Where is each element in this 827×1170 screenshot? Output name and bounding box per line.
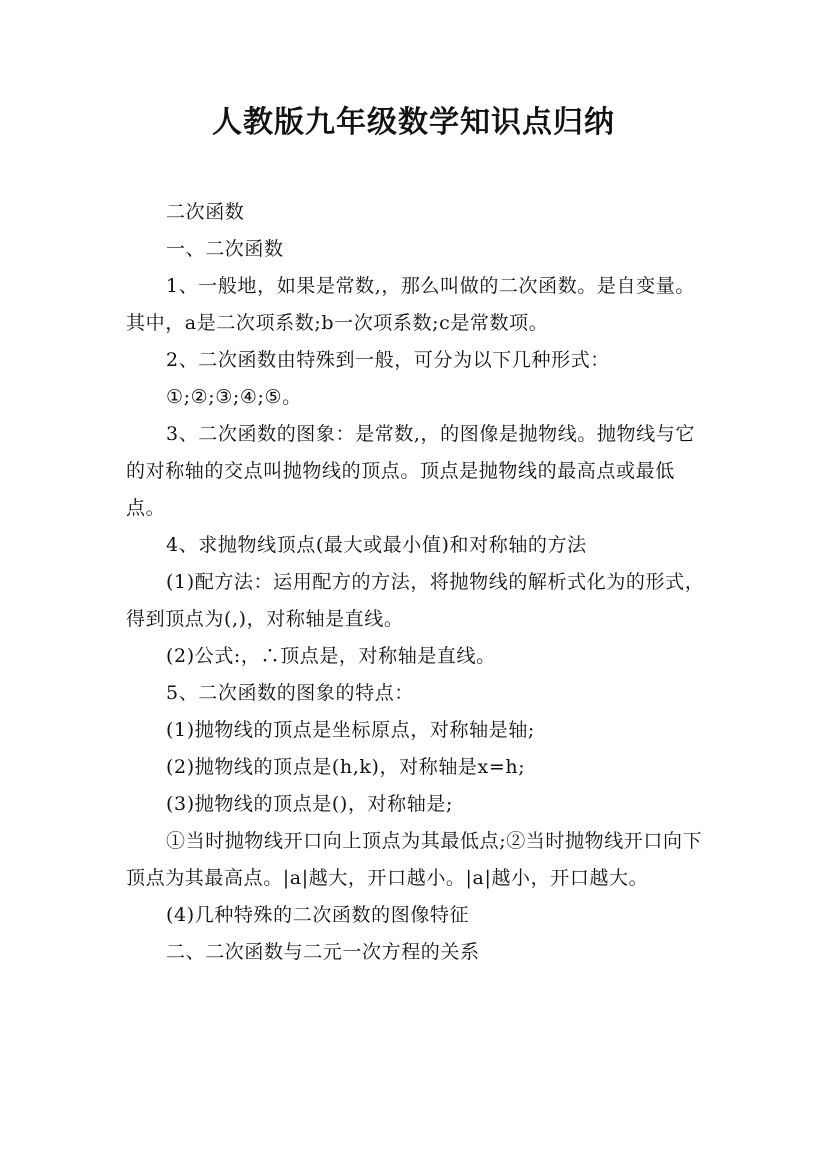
section-heading: 二、二次函数与二元一次方程的关系	[166, 941, 480, 963]
body-paragraph: 5、二次函数的图象的特点：	[166, 682, 414, 704]
body-paragraph: 3、二次函数的图象：是常数,，的图像是抛物线。抛物线与它的对称轴的交点叫抛物线的顶点。顶点是抛物线的最高点或最低点。	[126, 423, 695, 519]
body-paragraph: (3)抛物线的顶点是()，对称轴是;	[166, 793, 453, 815]
body-paragraph: (2)公式:，∴顶点是，对称轴是直线。	[166, 645, 496, 667]
body-paragraph: (1)抛物线的顶点是坐标原点，对称轴是轴;	[166, 719, 535, 741]
body-paragraph: ①;②;③;④;⑤。	[166, 386, 302, 408]
body-paragraph: 1、一般地，如果是常数,，那么叫做的二次函数。是自变量。其中，a是二次项系数;b一次项系数;c是常数项。	[126, 275, 695, 334]
body-paragraph: ①当时抛物线开口向上顶点为其最低点;②当时抛物线开口向下顶点为其最高点。|a|越大，开口越小。|a|越小，开口越大。	[126, 830, 703, 889]
body-paragraph: 4、求抛物线顶点(最大或最小值)和对称轴的方法	[166, 534, 587, 556]
body-paragraph: (2)抛物线的顶点是(h,k)，对称轴是x=h;	[166, 756, 526, 778]
body-paragraph: (1)配方法：运用配方的方法，将抛物线的解析式化为的形式，得到顶点为(,)，对称轴是直线。	[126, 571, 705, 630]
section-heading: 一、二次函数	[166, 238, 284, 260]
document-title: 人教版九年级数学知识点归纳	[212, 105, 615, 140]
document-body	[126, 194, 708, 971]
section-heading: 二次函数	[166, 201, 245, 223]
body-paragraph: 2、二次函数由特殊到一般，可分为以下几种形式：	[166, 349, 610, 371]
body-paragraph: (4)几种特殊的二次函数的图像特征	[166, 904, 470, 926]
